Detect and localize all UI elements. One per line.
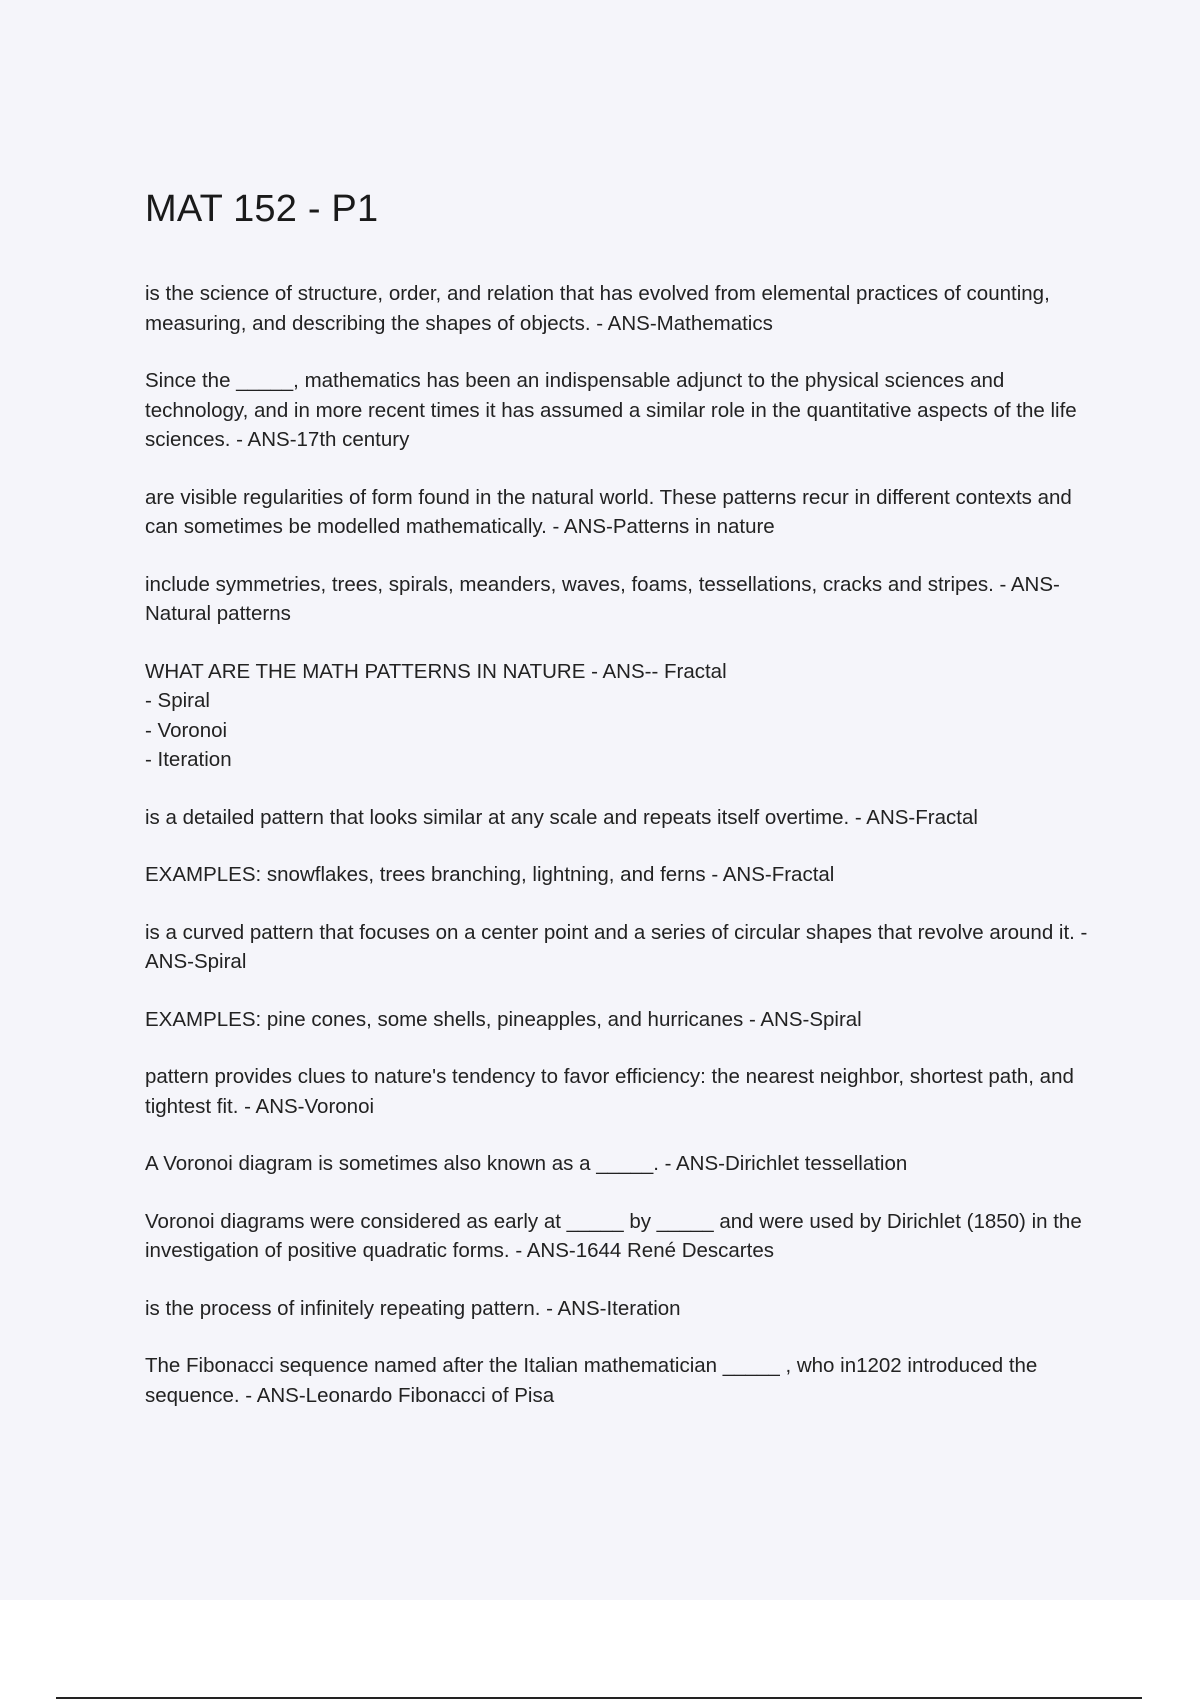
qa-entry: is the process of infinitely repeating pattern. - ANS-Iteration	[145, 1296, 681, 1320]
qa-entry: is a curved pattern that focuses on a center point and a series of circular shapes that revolve around it. - ANS-Spiral	[145, 920, 1088, 973]
document-body	[145, 279, 1090, 1438]
list-line: - Spiral	[145, 689, 210, 712]
qa-entry-patterns-list	[145, 657, 1090, 775]
qa-entry: Since the _____, mathematics has been an indispensable adjunct to the physical sciences and technology, and in more recent times it has assumed a similar role in the quantitative aspects of the life sciences. - ANS-17th century	[145, 369, 1077, 451]
list-line: WHAT ARE THE MATH PATTERNS IN NATURE - ANS-- Fractal	[145, 659, 727, 683]
list-line: - Voronoi	[145, 718, 228, 742]
qa-entry: are visible regularities of form found in the natural world. These patterns recur in different contexts and can sometimes be modelled mathematically. - ANS-Patterns in nature	[145, 485, 1072, 538]
list-line: - Iteration	[145, 748, 232, 771]
qa-entry: EXAMPLES: snowflakes, trees branching, lightning, and ferns - ANS-Fractal	[145, 863, 835, 886]
qa-entry: A Voronoi diagram is sometimes also known as a _____. - ANS-Dirichlet tessellation	[145, 1152, 908, 1175]
qa-entry: EXAMPLES: pine cones, some shells, pineapples, and hurricanes - ANS-Spiral	[145, 1007, 862, 1031]
page-divider	[56, 1697, 1142, 1699]
qa-entry: pattern provides clues to nature's tendency to favor efficiency: the nearest neighbor, shortest path, and tightest fit. - ANS-Voronoi	[145, 1065, 1074, 1118]
qa-entry: is the science of structure, order, and relation that has evolved from elemental practices of counting, measuring, and describing the shapes of objects. - ANS-Mathematics	[145, 282, 1050, 335]
qa-entry: Voronoi diagrams were considered as early at _____ by _____ and were used by Dirichlet (1850) in the investigation of positive quadratic forms. - ANS-1644 René Descartes	[145, 1209, 1082, 1262]
qa-entry: include symmetries, trees, spirals, meanders, waves, foams, tessellations, cracks and stripes. - ANS-Natural patterns	[145, 572, 1060, 625]
document-title: MAT 152 - P1	[145, 188, 379, 230]
qa-entry: is a detailed pattern that looks similar at any scale and repeats itself overtime. - ANS-Fractal	[145, 805, 978, 829]
qa-entry: The Fibonacci sequence named after the Italian mathematician _____ , who in1202 introduced the sequence. - ANS-Leonardo Fibonacci of Pisa	[145, 1354, 1038, 1407]
